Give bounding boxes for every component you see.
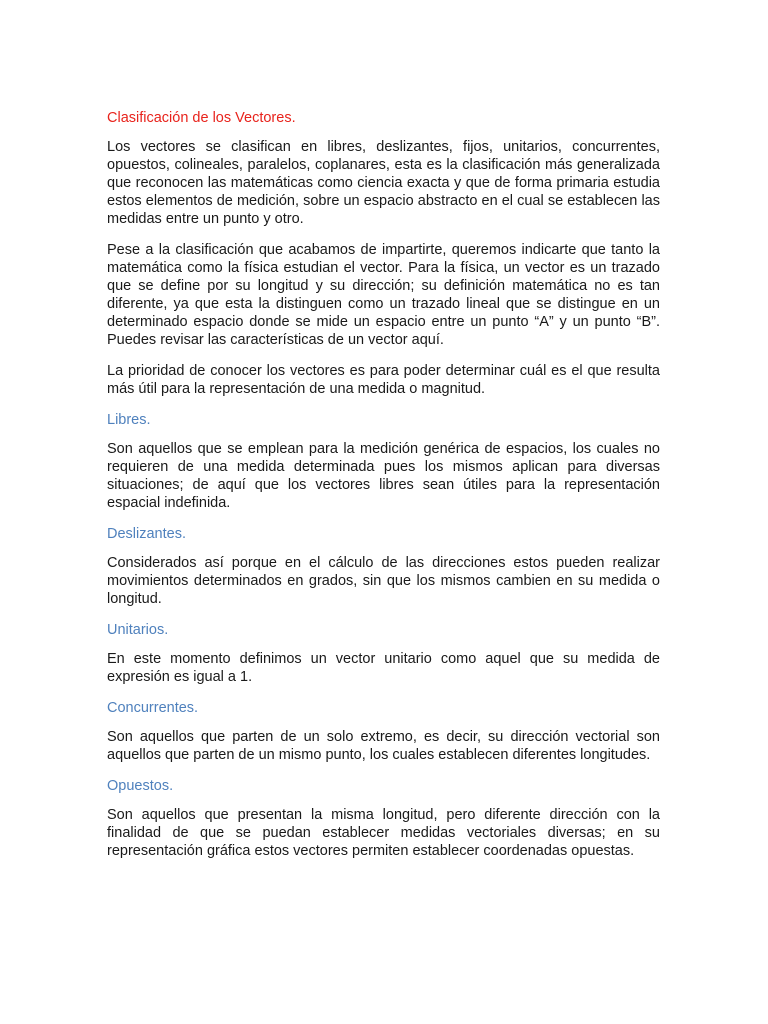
section-heading: Unitarios. (107, 622, 169, 638)
section-unitarios (107, 621, 660, 686)
section-deslizantes (107, 525, 660, 608)
section-libres (107, 411, 660, 512)
document-page (107, 109, 660, 873)
document-title: Clasificación de los Vectores. (107, 110, 296, 126)
section-concurrentes (107, 699, 660, 764)
section-heading: Libres. (107, 412, 151, 428)
intro-paragraph-1: Los vectores se clasifican en libres, deslizantes, fijos, unitarios, concurrentes, opuestos, colineales, paralelos, coplanares, esta es la clasificación más generalizada que reconocen las matemáticas como ciencia exacta y que de forma primaria estudia estos elementos de medición, sobre un espacio abstracto en el cual se establecen las medidas entre un punto y otro. (107, 139, 660, 227)
section-paragraph: Son aquellos que se emplean para la medición genérica de espacios, los cuales no requieren de una medida determinada pues los mismos aplican para diversas situaciones; de aquí que los vectores libres sean útiles para la representación espacial indefinida. (107, 441, 660, 511)
intro-paragraph-2: Pese a la clasificación que acabamos de impartirte, queremos indicarte que tanto la matemática como la física estudian el vector. Para la física, un vector es un trazado que se define por su longitud y su dirección; su definición matemática no es tan diferente, ya que esta la distinguen como un trazado lineal que se distingue en un determinado espacio donde se mide un espacio entre un punto “A” y un punto “B”. Puedes revisar las características de un vector aquí. (107, 242, 660, 348)
section-paragraph: En este momento definimos un vector unitario como aquel que su medida de expresión es igual a 1. (107, 651, 660, 685)
section-heading: Deslizantes. (107, 526, 186, 542)
section-opuestos (107, 777, 660, 860)
section-heading: Concurrentes. (107, 700, 199, 716)
section-paragraph: Son aquellos que presentan la misma longitud, pero diferente dirección con la finalidad de que se puedan establecer medidas vectoriales diversas; en su representación gráfica estos vectores permiten establecer coordenadas opuestas. (107, 807, 660, 859)
section-paragraph: Considerados así porque en el cálculo de las direcciones estos pueden realizar movimientos determinados en grados, sin que los mismos cambien en su medida o longitud. (107, 555, 660, 607)
section-heading: Opuestos. (107, 778, 174, 794)
section-paragraph: Son aquellos que parten de un solo extremo, es decir, su dirección vectorial son aquellos que parten de un mismo punto, los cuales establecen diferentes longitudes. (107, 729, 660, 763)
intro-paragraph-3: La prioridad de conocer los vectores es para poder determinar cuál es el que resulta más útil para la representación de una medida o magnitud. (107, 363, 660, 397)
